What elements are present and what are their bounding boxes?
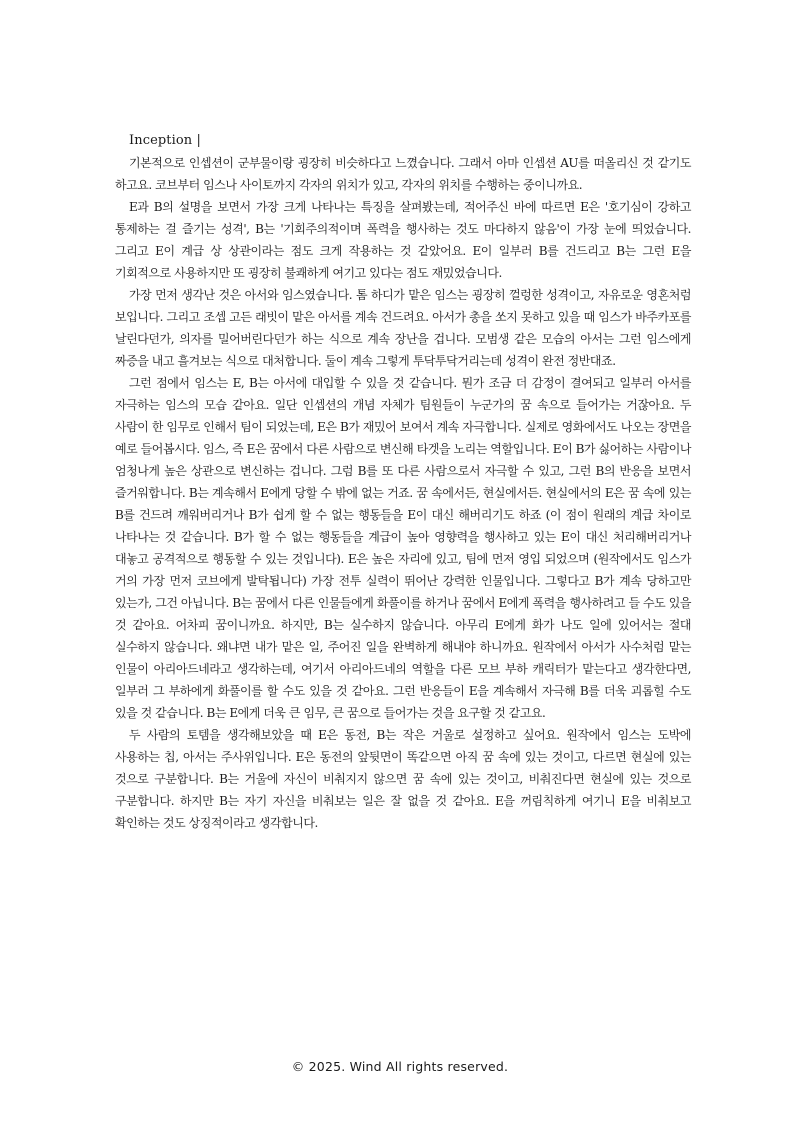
document-title: Inception | bbox=[129, 133, 201, 148]
paragraph: 기본적으로 인셉션이 군부물이랑 굉장히 비슷하다고 느꼈습니다. 그래서 아마 인셉션 AU를 떠올리신 것 같기도 하고요. 코브부터 임스나 사이토까지 각자의 위치가 있고, 각자의 위치를 수행하는 중이니까요. bbox=[115, 156, 691, 192]
paragraph: 그런 점에서 임스는 E, B는 아서에 대입할 수 있을 것 같습니다. 뭔가 조금 더 감정이 결여되고 일부러 아서를 자극하는 임스의 모습 같아요. 일단 인셉션의 개념 자체가 팀원들이 누군가의 꿈 속으로 들어가는 거잖아요. 두 사람이 한 임무로 인해서 팀이 되었는데, E은 B가 재밌어 보여서 계속 자극합니다. 실제로 영화에서도 나오는 장면을 예로 들어봅시다. 임스, 즉 E은 꿈에서 다른 사람으로 변신해 타겟을 노리는 역할입니다. E이 B가 싫어하는 사람이나 엄청나게 높은 상관으로 변신하는 겁니다. 그럼 B를 또 다른 사람으로서 자극할 수 있고, 그런 B의 반응을 보면서 즐거워합니다. B는 계속해서 E에게 당할 수 밖에 없는 거죠. 꿈 속에서든, 현실에서든. 현실에서의 E은 꿈 속에 있는 B를 건드려 깨워버리거나 B가 쉽게 할 수 없는 행동들을 E이 대신 해버리기도 하죠 (이 점이 원래의 계급 차이로 나타나는 것 같습니다. B가 할 수 없는 행동들을 계급이 높아 영향력을 행사하고 있는 E이 대신 처리해버리거나 대놓고 공격적으로 행동할 수 있는 것입니다). E은 높은 자리에 있고, 팀에 먼저 영입 되었으며 (원작에서도 임스가 거의 가장 먼저 코브에게 발탁됩니다) 가장 전투 실력이 뛰어난 강력한 인물입니다. 그렇다고 B가 계속 당하고만 있는가, 그건 아닙니다. B는 꿈에서 다른 인물들에게 화풀이를 하거나 꿈에서 E에게 폭력을 행사하려고 들 수도 있을 것 같아요. 어차피 꿈이니까요. 하지만, B는 실수하지 않습니다. 아무리 E에게 화가 나도 일에 있어서는 절대 실수하지 않습니다. 왜냐면 내가 맡은 일, 주어진 일을 완벽하게 해내야 하니까요. 원작에서 아서가 사수처럼 맡는 인물이 아리아드네라고 생각하는데, 여기서 아리아드네의 역할을 다른 모브 부하 캐릭터가 맡는다고 생각한다면, 일부러 그 부하에게 화풀이를 할 수도 있을 것 같아요. 그런 반응들이 E을 계속해서 자극해 B를 더욱 괴롭힐 수도 있을 것 같습니다. B는 E에게 더욱 큰 임무, 큰 꿈으로 들어가는 것을 요구할 것 같고요. bbox=[115, 376, 691, 720]
copyright-footer: © 2025. Wind All rights reserved. bbox=[291, 1059, 509, 1074]
paragraph: E과 B의 설명을 보면서 가장 크게 나타나는 특징을 살펴봤는데, 적어주신 바에 따르면 E은 '호기심이 강하고 통제하는 걸 즐기는 성격', B는 '기회주의적이며 폭력을 행사하는 것도 마다하지 않음'이 가장 눈에 띄었습니다. 그리고 E이 계급 상 상관이라는 점도 크게 작용하는 것 같았어요. E이 일부러 B를 건드리고 B는 그런 E을 기회적으로 사용하지만 또 굉장히 불쾌하게 여기고 있다는 점도 재밌었습니다. bbox=[115, 200, 691, 280]
paragraph: 두 사람의 토템을 생각해보았을 때 E은 동전, B는 작은 거울로 설정하고 싶어요. 원작에서 임스는 도박에 사용하는 칩, 아서는 주사위입니다. E은 동전의 앞뒷면이 똑같으면 아직 꿈 속에 있는 것이고, 다르면 현실에 있는 것으로 구분합니다. B는 거울에 자신이 비춰지지 않으면 꿈 속에 있는 것이고, 비춰진다면 현실에 있는 것으로 구분합니다. 하지만 B는 자기 자신을 비춰보는 일은 잘 없을 것 같아요. E을 꺼림칙하게 여기니 E을 비춰보고 확인하는 것도 상징적이라고 생각합니다. bbox=[115, 728, 691, 830]
document-body bbox=[115, 130, 691, 834]
paragraph: 가장 먼저 생각난 것은 아서와 임스였습니다. 톰 하디가 맡은 임스는 굉장히 껄렁한 성격이고, 자유로운 영혼처럼 보입니다. 그리고 조셉 고든 래빗이 맡은 아서를 계속 건드려요. 아서가 총을 쏘지 못하고 있을 때 임스가 바주카포를 날린다던가, 의자를 밀어버린다던가 하는 식으로 계속 장난을 겁니다. 모범생 같은 모습의 아서는 그런 임스에게 짜증을 내고 흘겨보는 식으로 대처합니다. 둘이 계속 그렇게 투닥투닥거리는데 성격이 완전 정반대죠. bbox=[115, 288, 691, 368]
